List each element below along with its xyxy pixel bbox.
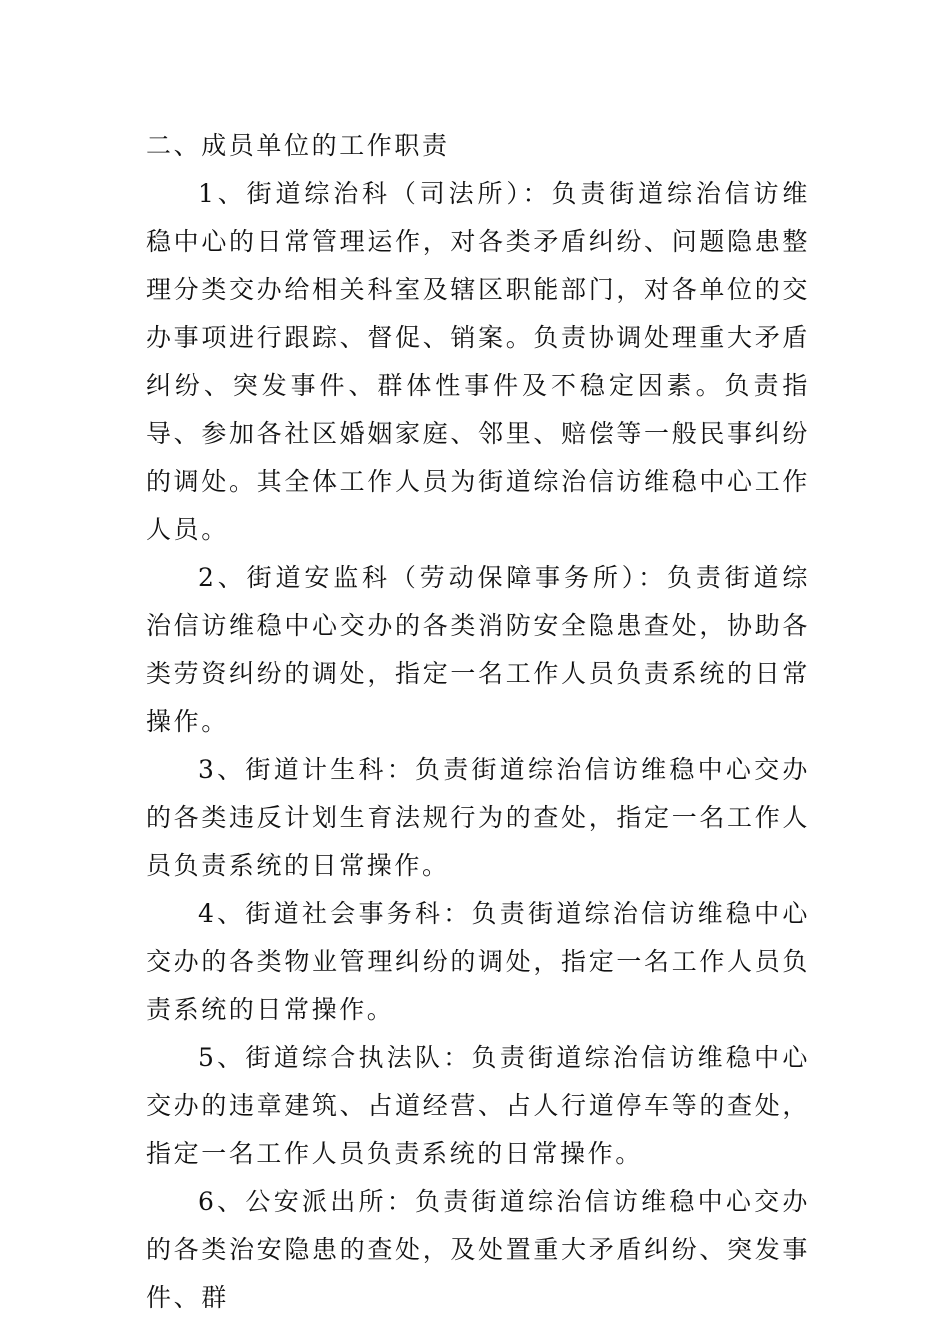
duty-paragraph-3: 3、街道计生科：负责街道综治信访维稳中心交办的各类违反计划生育法规行为的查处，指定一名工作人员负责系统的日常操作。 (146, 755, 810, 880)
duty-paragraph-5: 5、街道综合执法队：负责街道综治信访维稳中心交办的违章建筑、占道经营、占人行道停车等的查处，指定一名工作人员负责系统的日常操作。 (146, 1043, 810, 1168)
duty-paragraph-4: 4、街道社会事务科：负责街道综治信访维稳中心交办的各类物业管理纠纷的调处，指定一名工作人员负责系统的日常操作。 (146, 899, 810, 1024)
document-page (146, 122, 810, 1322)
section-heading: 二、成员单位的工作职责 (146, 131, 450, 160)
duty-paragraph-2: 2、街道安监科（劳动保障事务所）：负责街道综治信访维稳中心交办的各类消防安全隐患查处，协助各类劳资纠纷的调处，指定一名工作人员负责系统的日常操作。 (146, 563, 810, 736)
duty-paragraph-1: 1、街道综治科（司法所）：负责街道综治信访维稳中心的日常管理运作，对各类矛盾纠纷、问题隐患整理分类交办给相关科室及辖区职能部门，对各单位的交办事项进行跟踪、督促、销案。负责协调处理重大矛盾纠纷、突发事件、群体性事件及不稳定因素。负责指导、参加各社区婚姻家庭、邻里、赔偿等一般民事纠纷的调处。其全体工作人员为街道综治信访维稳中心工作人员。 (146, 179, 810, 544)
duty-paragraph-6: 6、公安派出所：负责街道综治信访维稳中心交办的各类治安隐患的查处，及处置重大矛盾纠纷、突发事件、群 (146, 1187, 810, 1312)
